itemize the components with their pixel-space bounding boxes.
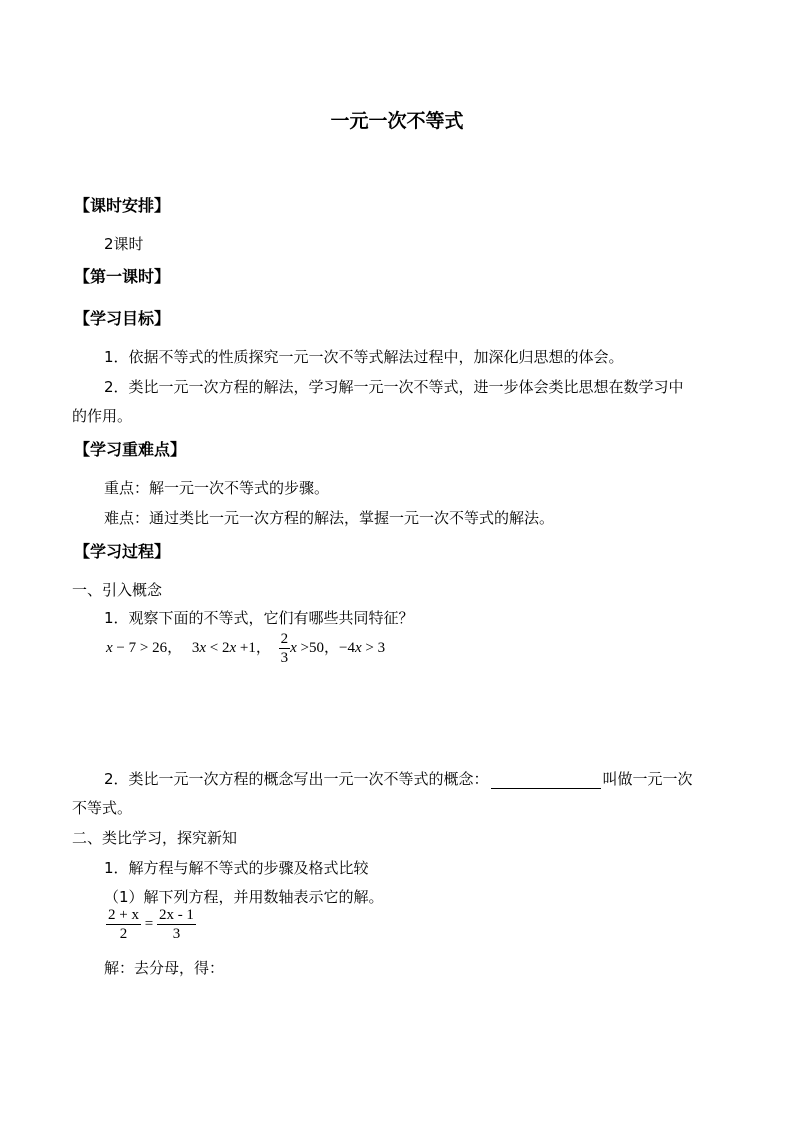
q2-text-2: 叫做一元一次 <box>602 770 693 788</box>
first-lesson-heading: 【第一课时】 <box>74 267 171 286</box>
inequality-examples <box>106 630 385 667</box>
lhs-num: 2 + x <box>108 907 139 923</box>
key-point-focus: 重点：解一元一次不等式的步骤。 <box>104 479 330 497</box>
e3-num: 2 <box>280 631 289 647</box>
e2-mid: < 2 <box>206 639 230 656</box>
part1-question-2 <box>104 768 693 789</box>
part1-title: 一、引入概念 <box>72 581 163 599</box>
part1-question-1: 1．观察下面的不等式，它们有哪些共同特征？ <box>104 609 414 627</box>
schedule-content: 2课时 <box>104 235 144 253</box>
lhs-fraction <box>106 906 141 943</box>
e3-den: 3 <box>280 650 289 666</box>
page-title: 一元一次不等式 <box>330 110 464 132</box>
e4-coef: −4 <box>339 639 355 656</box>
goal-item-2-line2: 的作用。 <box>72 407 133 425</box>
schedule-heading: 【课时安排】 <box>74 196 171 215</box>
part1-question-2-line2: 不等式。 <box>72 799 133 817</box>
lhs-den: 2 <box>119 926 128 942</box>
goal-item-1: 1．依据不等式的性质探究一元一次不等式解法过程中，加深化归思想的体会。 <box>104 348 624 366</box>
e3-rest: >50， <box>296 639 340 656</box>
e4-var: x <box>354 639 362 656</box>
part2-item-1: 1．解方程与解不等式的步骤及格式比较 <box>104 859 369 877</box>
key-points-heading: 【学习重难点】 <box>74 440 187 459</box>
rhs-den: 3 <box>172 926 181 942</box>
e4-rest: > 3 <box>361 639 386 656</box>
solution-start: 解：去分母，得： <box>104 959 225 977</box>
e1-rest: − 7 > 26， <box>112 639 183 656</box>
rhs-num: 2x - 1 <box>158 907 194 923</box>
e2-rest: +1， <box>236 639 271 656</box>
key-point-difficulty: 难点：通过类比一元一次方程的解法，掌握一元一次不等式的解法。 <box>104 509 555 527</box>
q2-text-1: 2．类比一元一次方程的概念写出一元一次不等式的概念： <box>104 770 489 788</box>
equals-sign: = <box>144 915 154 932</box>
process-heading: 【学习过程】 <box>74 542 171 561</box>
e2-coef: 3 <box>191 639 200 656</box>
e1-var: x <box>106 639 113 656</box>
e2-var: x <box>199 639 207 656</box>
answer-blank[interactable] <box>491 772 601 789</box>
part2-sub-1: （1）解下列方程，并用数轴表示它的解。 <box>104 888 384 906</box>
rhs-fraction <box>157 906 196 943</box>
e3-fraction <box>279 630 291 667</box>
e2-var2: x <box>229 639 237 656</box>
part2-title: 二、类比学习，探究新知 <box>72 829 238 847</box>
e3-var: x <box>290 639 297 656</box>
equation <box>106 906 196 943</box>
goals-heading: 【学习目标】 <box>74 309 171 328</box>
goal-item-2-line1: 2．类比一元一次方程的解法，学习解一元一次不等式，进一步体会类比思想在数学习中 <box>104 378 684 396</box>
